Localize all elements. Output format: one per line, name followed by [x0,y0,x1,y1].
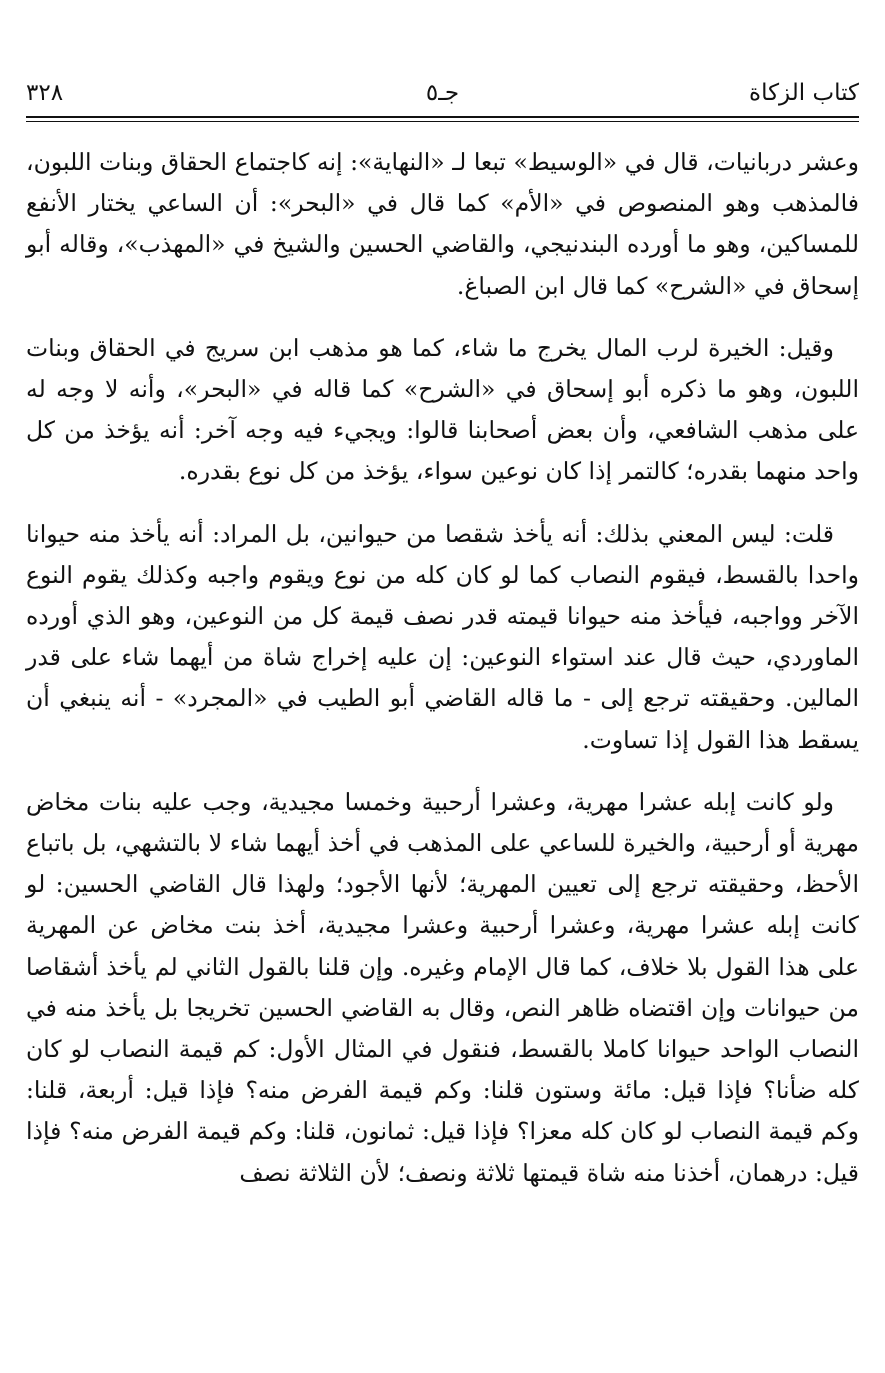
paragraph-3: قلت: ليس المعني بذلك: أنه يأخذ شقصا من حيوانين، بل المراد: أنه يأخذ منه حيوانا واحدا بالقسط، فيقوم النصاب كما لو كان كله من نوع ويقوم واجبه وكذلك يقوم النوع الآخر وواجبه، فيأخذ منه حيوانا قيمته قدر نصف قيمة كل من النوعين، وهو الذي أورده الماوردي، حيث قال عند استواء النوعين: إن عليه إخراج شاة من أيهما شاء على قدر المالين. وحقيقته ترجع إلى - ما قاله القاضي أبو الطيب في «المجرد» - أنه ينبغي أن يسقط هذا القول إذا تساوت. [26,519,859,754]
book-title: كتاب الزكاة [749,80,859,106]
header-rule-thick [26,116,859,118]
paragraph-1: وعشر دربانيات، قال في «الوسيط» تبعا لـ «النهاية»: إنه كاجتماع الحقاق وبنات اللبون، فالمذهب وهو المنصوص في «الأم» كما قال في «البحر»: أن الساعي يختار الأنفع للمساكين، وهو ما أورده البندنيجي، والقاضي الحسين والشيخ في «المهذب»، وقاله أبو إسحاق في «الشرح» كما قال ابن الصباغ. [26,148,859,300]
volume-label: جـ٥ [425,80,460,106]
document-page [26,0,859,1373]
body-text [26,142,859,1215]
page-header [26,78,859,112]
header-rule-thin [26,121,859,122]
paragraph-2: وقيل: الخيرة لرب المال يخرج ما شاء، كما هو مذهب ابن سريج في الحقاق وبنات اللبون، وهو ما ذكره أبو إسحاق في «الشرح» كما قاله في «البحر»، وأنه لا وجه له على مذهب الشافعي، وأن بعض أصحابنا قالوا: ويجيء فيه وجه آخر: أنه يؤخذ من كل واحد منهما بقدره؛ كالتمر إذا كان نوعين سواء، يؤخذ من كل نوع بقدره. [26,333,859,486]
page-number: ٣٢٨ [26,80,64,106]
paragraph-4: ولو كانت إبله عشرا مهرية، وعشرا أرحبية وخمسا مجيدية، وجب عليه بنات مخاض مهرية أو أرحبية، والخيرة للساعي على المذهب في أخذ أيهما شاء لا بالتشهي، بل باتباع الأحظ، وحقيقته ترجع إلى تعيين المهرية؛ لأنها الأجود؛ ولهذا قال القاضي الحسين: لو كانت إبله عشرا مهرية، وعشرا أرحبية وعشرا مجيدية، أخذ بنت مخاض عن المهرية على هذا القول بلا خلاف، كما قال الإمام وغيره. وإن قلنا بالقول الثاني لم يأخذ أشقاصا من حيوانات وإن اقتضاه ظاهر النص، وقال به القاضي الحسين تخريجا بل يأخذ منه في النصاب الواحد حيوانا كاملا بالقسط، فنقول في المثال الأول: كم قيمة النصاب لو كان كله ضأنا؟ فإذا قيل: مائة وستون قلنا: وكم قيمة الفرض منه؟ فإذا قيل: أربعة، قلنا: وكم قيمة النصاب لو كان كله معزا؟ فإذا قيل: ثمانون، قلنا: وكم قيمة الفرض منه؟ فإذا قيل: درهمان، أخذنا منه شاة قيمتها ثلاثة ونصف؛ لأن الثلاثة نصف [26,787,859,1187]
